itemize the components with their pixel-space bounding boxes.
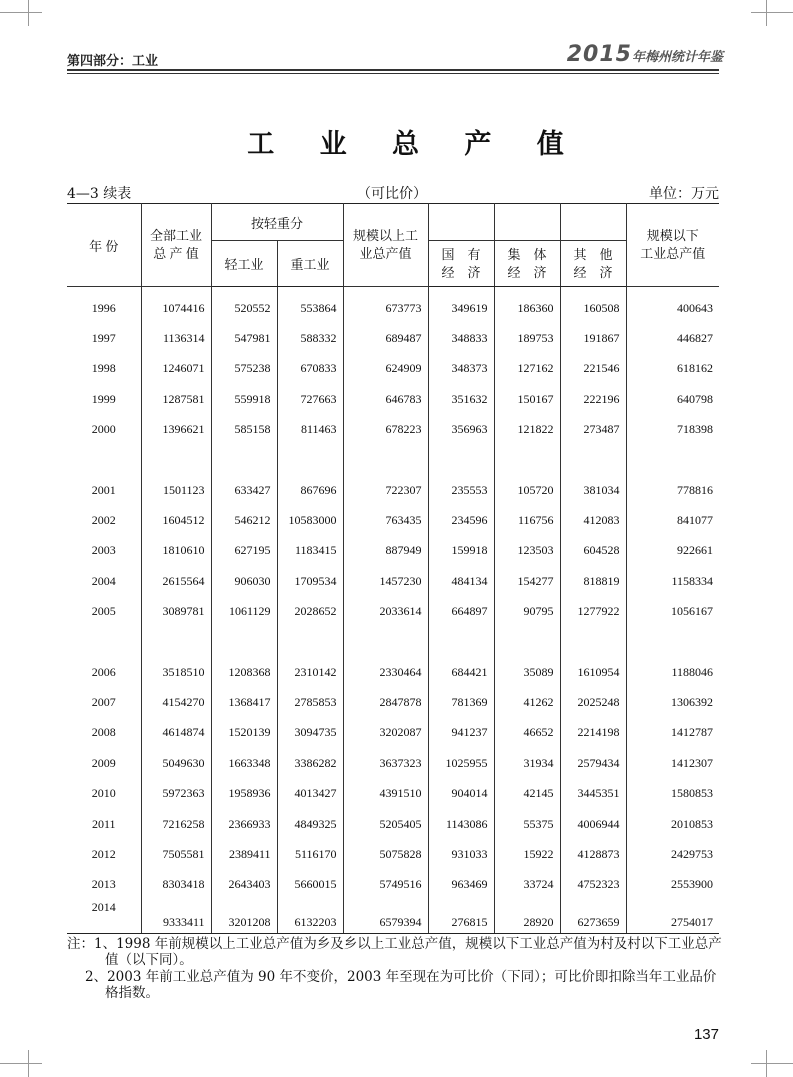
col-other-header-line1: 其 他 bbox=[573, 246, 613, 262]
cell-collective: 150167 bbox=[494, 384, 560, 414]
col-heavy-header: 重工业 bbox=[277, 241, 343, 287]
table-row bbox=[67, 566, 719, 596]
cell-other: 2579434 bbox=[560, 748, 626, 778]
table-row bbox=[67, 475, 719, 505]
crop-mark bbox=[28, 0, 29, 26]
table-row bbox=[67, 287, 719, 324]
spacer-cell bbox=[560, 445, 626, 475]
cell-total: 9333411 bbox=[141, 900, 211, 934]
cell-collective: 186360 bbox=[494, 287, 560, 324]
header-rule-thin bbox=[67, 73, 719, 74]
cell-year: 2012 bbox=[67, 839, 141, 869]
col-total-header-line2: 总 产 值 bbox=[153, 246, 199, 261]
cell-above-scale: 5075828 bbox=[343, 839, 428, 869]
cell-above-scale: 2330464 bbox=[343, 657, 428, 687]
cell-heavy: 2785853 bbox=[277, 687, 343, 717]
cell-light: 633427 bbox=[211, 475, 277, 505]
crop-mark bbox=[28, 1050, 29, 1077]
table-spacer-row bbox=[67, 445, 719, 475]
table-row bbox=[67, 384, 719, 414]
page-number: 137 bbox=[693, 1026, 719, 1043]
cell-year: 2006 bbox=[67, 657, 141, 687]
page-title: 工 业 总 产 值 bbox=[247, 129, 582, 160]
cell-collective: 189753 bbox=[494, 323, 560, 353]
table-id: 4—3 续表 bbox=[67, 186, 132, 202]
cell-total: 2615564 bbox=[141, 566, 211, 596]
cell-total: 1604512 bbox=[141, 505, 211, 535]
cell-above-scale: 5749516 bbox=[343, 870, 428, 900]
cell-state-owned: 234596 bbox=[428, 505, 494, 535]
cell-total: 1810610 bbox=[141, 536, 211, 566]
cell-state-owned: 664897 bbox=[428, 597, 494, 627]
spacer-cell bbox=[277, 627, 343, 657]
cell-other: 1277922 bbox=[560, 597, 626, 627]
cell-state-owned: 348373 bbox=[428, 354, 494, 384]
cell-state-owned: 356963 bbox=[428, 415, 494, 445]
cell-light: 906030 bbox=[211, 566, 277, 596]
cell-collective: 90795 bbox=[494, 597, 560, 627]
cell-heavy: 727663 bbox=[277, 384, 343, 414]
yearbook-year: 2015 bbox=[566, 42, 632, 67]
cell-heavy: 6132203 bbox=[277, 900, 343, 934]
cell-total: 4154270 bbox=[141, 687, 211, 717]
cell-light: 1520139 bbox=[211, 718, 277, 748]
spacer-cell bbox=[211, 627, 277, 657]
col-below-header bbox=[626, 204, 719, 287]
col-other-header bbox=[560, 241, 626, 287]
cell-above-scale: 3637323 bbox=[343, 748, 428, 778]
cell-collective: 154277 bbox=[494, 566, 560, 596]
table-row bbox=[67, 778, 719, 808]
spacer-cell bbox=[494, 627, 560, 657]
cell-heavy: 5660015 bbox=[277, 870, 343, 900]
cell-heavy: 867696 bbox=[277, 475, 343, 505]
cell-light: 520552 bbox=[211, 287, 277, 324]
cell-below-scale: 718398 bbox=[626, 415, 719, 445]
cell-year: 1996 bbox=[67, 287, 141, 324]
cell-above-scale: 722307 bbox=[343, 475, 428, 505]
cell-light: 547981 bbox=[211, 323, 277, 353]
cell-other: 4006944 bbox=[560, 809, 626, 839]
cell-state-owned: 351632 bbox=[428, 384, 494, 414]
yearbook-name: 年梅州统计年鉴 bbox=[631, 50, 723, 65]
cell-year: 1997 bbox=[67, 323, 141, 353]
cell-above-scale: 887949 bbox=[343, 536, 428, 566]
cell-below-scale: 841077 bbox=[626, 505, 719, 535]
footnote-2: 2、2003 年前工业总产值为 90 年不变价，2003 年至现在为可比价（下同）；可比价即扣除当年工业品价格指数。 bbox=[85, 969, 717, 1001]
cell-light: 546212 bbox=[211, 505, 277, 535]
cell-other: 604528 bbox=[560, 536, 626, 566]
cell-light: 2643403 bbox=[211, 870, 277, 900]
cell-total: 1501123 bbox=[141, 475, 211, 505]
cell-light: 1958936 bbox=[211, 778, 277, 808]
table-spacer-row bbox=[67, 627, 719, 657]
cell-above-scale: 624909 bbox=[343, 354, 428, 384]
cell-state-owned: 484134 bbox=[428, 566, 494, 596]
col-collective-header-line2: 经 济 bbox=[507, 264, 547, 280]
cell-above-scale: 5205405 bbox=[343, 809, 428, 839]
cell-below-scale: 2010853 bbox=[626, 809, 719, 839]
cell-other: 818819 bbox=[560, 566, 626, 596]
cell-below-scale: 618162 bbox=[626, 354, 719, 384]
industrial-output-table bbox=[67, 203, 719, 934]
cell-heavy: 10583000 bbox=[277, 505, 343, 535]
footnote-1: 注：1、1998 年前规模以上工业总产值为乡及乡以上工业总产值，规模以下工业总产值为村及村以下工业总产值（以下同）。 bbox=[67, 936, 722, 968]
cell-other: 1610954 bbox=[560, 657, 626, 687]
cell-light: 1368417 bbox=[211, 687, 277, 717]
spacer-cell bbox=[343, 445, 428, 475]
cell-below-scale: 1188046 bbox=[626, 657, 719, 687]
cell-year: 2013 bbox=[67, 870, 141, 900]
spacer-cell bbox=[141, 627, 211, 657]
spacer-cell bbox=[141, 445, 211, 475]
table-row bbox=[67, 323, 719, 353]
cell-state-owned: 931033 bbox=[428, 839, 494, 869]
col-above-group-spacer bbox=[428, 204, 494, 241]
footnotes bbox=[67, 936, 722, 1002]
cell-state-owned: 684421 bbox=[428, 657, 494, 687]
cell-total: 5972363 bbox=[141, 778, 211, 808]
cell-heavy: 1183415 bbox=[277, 536, 343, 566]
cell-below-scale: 400643 bbox=[626, 287, 719, 324]
table-row bbox=[67, 718, 719, 748]
cell-above-scale: 6579394 bbox=[343, 900, 428, 934]
cell-light: 559918 bbox=[211, 384, 277, 414]
cell-light: 627195 bbox=[211, 536, 277, 566]
spacer-cell bbox=[626, 445, 719, 475]
cell-collective: 41262 bbox=[494, 687, 560, 717]
cell-light: 585158 bbox=[211, 415, 277, 445]
cell-year: 2010 bbox=[67, 778, 141, 808]
table-row bbox=[67, 354, 719, 384]
cell-below-scale: 1412787 bbox=[626, 718, 719, 748]
cell-other: 222196 bbox=[560, 384, 626, 414]
cell-year: 2003 bbox=[67, 536, 141, 566]
cell-collective: 35089 bbox=[494, 657, 560, 687]
cell-light: 3201208 bbox=[211, 900, 277, 934]
cell-below-scale: 1580853 bbox=[626, 778, 719, 808]
cell-light: 1208368 bbox=[211, 657, 277, 687]
cell-total: 1246071 bbox=[141, 354, 211, 384]
crop-mark bbox=[0, 12, 42, 13]
col-above-header bbox=[343, 204, 428, 287]
col-year-header: 年 份 bbox=[67, 204, 141, 287]
col-above-group-spacer bbox=[494, 204, 560, 241]
col-total-header bbox=[141, 204, 211, 287]
spacer-cell bbox=[67, 445, 141, 475]
cell-total: 7216258 bbox=[141, 809, 211, 839]
section-header: 第四部分：工业 bbox=[67, 54, 159, 69]
cell-other: 2214198 bbox=[560, 718, 626, 748]
cell-below-scale: 778816 bbox=[626, 475, 719, 505]
cell-collective: 42145 bbox=[494, 778, 560, 808]
cell-other: 221546 bbox=[560, 354, 626, 384]
cell-below-scale: 1412307 bbox=[626, 748, 719, 778]
cell-heavy: 588332 bbox=[277, 323, 343, 353]
cell-collective: 28920 bbox=[494, 900, 560, 934]
cell-other: 3445351 bbox=[560, 778, 626, 808]
cell-state-owned: 276815 bbox=[428, 900, 494, 934]
cell-below-scale: 640798 bbox=[626, 384, 719, 414]
cell-total: 1074416 bbox=[141, 287, 211, 324]
col-light-header: 轻工业 bbox=[211, 241, 277, 287]
table-row bbox=[67, 505, 719, 535]
cell-heavy: 5116170 bbox=[277, 839, 343, 869]
col-light-heavy-header: 按轻重分 bbox=[211, 204, 343, 241]
price-basis: （可比价） bbox=[357, 186, 427, 202]
cell-heavy: 2310142 bbox=[277, 657, 343, 687]
table-row bbox=[67, 900, 719, 934]
cell-collective: 127162 bbox=[494, 354, 560, 384]
cell-heavy: 670833 bbox=[277, 354, 343, 384]
cell-heavy: 811463 bbox=[277, 415, 343, 445]
cell-below-scale: 2429753 bbox=[626, 839, 719, 869]
cell-state-owned: 159918 bbox=[428, 536, 494, 566]
unit-label: 单位：万元 bbox=[649, 186, 719, 202]
crop-mark bbox=[0, 1063, 42, 1064]
table-row bbox=[67, 687, 719, 717]
col-state-header bbox=[428, 241, 494, 287]
cell-other: 160508 bbox=[560, 287, 626, 324]
cell-total: 5049630 bbox=[141, 748, 211, 778]
spacer-cell bbox=[428, 627, 494, 657]
crop-mark bbox=[751, 1063, 793, 1064]
cell-heavy: 2028652 bbox=[277, 597, 343, 627]
table-row bbox=[67, 839, 719, 869]
cell-collective: 116756 bbox=[494, 505, 560, 535]
spacer-cell bbox=[211, 445, 277, 475]
col-above-header-line2: 业总产值 bbox=[359, 246, 412, 261]
cell-other: 4752323 bbox=[560, 870, 626, 900]
cell-year: 2001 bbox=[67, 475, 141, 505]
cell-state-owned: 904014 bbox=[428, 778, 494, 808]
cell-year: 2008 bbox=[67, 718, 141, 748]
cell-total: 4614874 bbox=[141, 718, 211, 748]
table-row bbox=[67, 870, 719, 900]
cell-total: 1136314 bbox=[141, 323, 211, 353]
cell-other: 273487 bbox=[560, 415, 626, 445]
col-below-header-line1: 规模以下 bbox=[646, 228, 699, 243]
header-rule bbox=[67, 69, 719, 71]
cell-state-owned: 235553 bbox=[428, 475, 494, 505]
table-row bbox=[67, 536, 719, 566]
table-row bbox=[67, 415, 719, 445]
cell-below-scale: 2754017 bbox=[626, 900, 719, 934]
cell-above-scale: 678223 bbox=[343, 415, 428, 445]
cell-light: 1663348 bbox=[211, 748, 277, 778]
cell-heavy: 4849325 bbox=[277, 809, 343, 839]
cell-other: 6273659 bbox=[560, 900, 626, 934]
cell-above-scale: 646783 bbox=[343, 384, 428, 414]
cell-light: 2389411 bbox=[211, 839, 277, 869]
col-below-header-line2: 工业总产值 bbox=[640, 246, 706, 261]
cell-year: 2009 bbox=[67, 748, 141, 778]
cell-heavy: 3094735 bbox=[277, 718, 343, 748]
spacer-cell bbox=[560, 627, 626, 657]
cell-collective: 31934 bbox=[494, 748, 560, 778]
table-row bbox=[67, 597, 719, 627]
cell-heavy: 1709534 bbox=[277, 566, 343, 596]
cell-year: 2004 bbox=[67, 566, 141, 596]
cell-total: 8303418 bbox=[141, 870, 211, 900]
cell-above-scale: 1457230 bbox=[343, 566, 428, 596]
cell-other: 381034 bbox=[560, 475, 626, 505]
spacer-cell bbox=[494, 445, 560, 475]
cell-total: 7505581 bbox=[141, 839, 211, 869]
col-state-header-line1: 国 有 bbox=[441, 246, 481, 262]
cell-total: 3518510 bbox=[141, 657, 211, 687]
cell-other: 2025248 bbox=[560, 687, 626, 717]
crop-mark bbox=[751, 12, 793, 13]
cell-total: 1287581 bbox=[141, 384, 211, 414]
cell-year: 2007 bbox=[67, 687, 141, 717]
cell-heavy: 3386282 bbox=[277, 748, 343, 778]
cell-year: 2011 bbox=[67, 809, 141, 839]
cell-state-owned: 941237 bbox=[428, 718, 494, 748]
col-other-header-line2: 经 济 bbox=[573, 264, 613, 280]
col-collective-header bbox=[494, 241, 560, 287]
cell-below-scale: 1306392 bbox=[626, 687, 719, 717]
cell-above-scale: 3202087 bbox=[343, 718, 428, 748]
cell-state-owned: 1143086 bbox=[428, 809, 494, 839]
col-total-header-line1: 全部工业 bbox=[149, 228, 202, 243]
cell-state-owned: 349619 bbox=[428, 287, 494, 324]
cell-state-owned: 1025955 bbox=[428, 748, 494, 778]
spacer-cell bbox=[277, 445, 343, 475]
cell-year: 2014 bbox=[67, 900, 141, 934]
cell-collective: 123503 bbox=[494, 536, 560, 566]
cell-light: 2366933 bbox=[211, 809, 277, 839]
cell-state-owned: 781369 bbox=[428, 687, 494, 717]
cell-below-scale: 446827 bbox=[626, 323, 719, 353]
spacer-cell bbox=[343, 627, 428, 657]
cell-year: 2005 bbox=[67, 597, 141, 627]
table-row bbox=[67, 657, 719, 687]
cell-year: 2002 bbox=[67, 505, 141, 535]
yearbook-header bbox=[567, 42, 723, 67]
table-row bbox=[67, 809, 719, 839]
cell-state-owned: 348833 bbox=[428, 323, 494, 353]
cell-other: 4128873 bbox=[560, 839, 626, 869]
spacer-cell bbox=[67, 627, 141, 657]
cell-light: 1061129 bbox=[211, 597, 277, 627]
cell-total: 3089781 bbox=[141, 597, 211, 627]
cell-year: 2000 bbox=[67, 415, 141, 445]
table-row bbox=[67, 748, 719, 778]
cell-state-owned: 963469 bbox=[428, 870, 494, 900]
cell-above-scale: 673773 bbox=[343, 287, 428, 324]
cell-collective: 15922 bbox=[494, 839, 560, 869]
col-above-group-spacer bbox=[560, 204, 626, 241]
spacer-cell bbox=[428, 445, 494, 475]
crop-mark bbox=[766, 0, 767, 26]
cell-above-scale: 689487 bbox=[343, 323, 428, 353]
cell-year: 1998 bbox=[67, 354, 141, 384]
cell-collective: 33724 bbox=[494, 870, 560, 900]
cell-above-scale: 2033614 bbox=[343, 597, 428, 627]
cell-below-scale: 1056167 bbox=[626, 597, 719, 627]
cell-year: 1999 bbox=[67, 384, 141, 414]
cell-heavy: 553864 bbox=[277, 287, 343, 324]
cell-below-scale: 922661 bbox=[626, 536, 719, 566]
cell-below-scale: 1158334 bbox=[626, 566, 719, 596]
cell-above-scale: 763435 bbox=[343, 505, 428, 535]
col-state-header-line2: 经 济 bbox=[441, 264, 481, 280]
cell-below-scale: 2553900 bbox=[626, 870, 719, 900]
cell-total: 1396621 bbox=[141, 415, 211, 445]
col-above-header-line1: 规模以上工 bbox=[353, 228, 419, 243]
spacer-cell bbox=[626, 627, 719, 657]
cell-collective: 121822 bbox=[494, 415, 560, 445]
crop-mark bbox=[766, 1050, 767, 1077]
col-collective-header-line1: 集 体 bbox=[507, 246, 547, 262]
cell-above-scale: 4391510 bbox=[343, 778, 428, 808]
cell-other: 412083 bbox=[560, 505, 626, 535]
cell-collective: 46652 bbox=[494, 718, 560, 748]
cell-above-scale: 2847878 bbox=[343, 687, 428, 717]
cell-light: 575238 bbox=[211, 354, 277, 384]
cell-heavy: 4013427 bbox=[277, 778, 343, 808]
cell-collective: 55375 bbox=[494, 809, 560, 839]
cell-other: 191867 bbox=[560, 323, 626, 353]
cell-collective: 105720 bbox=[494, 475, 560, 505]
